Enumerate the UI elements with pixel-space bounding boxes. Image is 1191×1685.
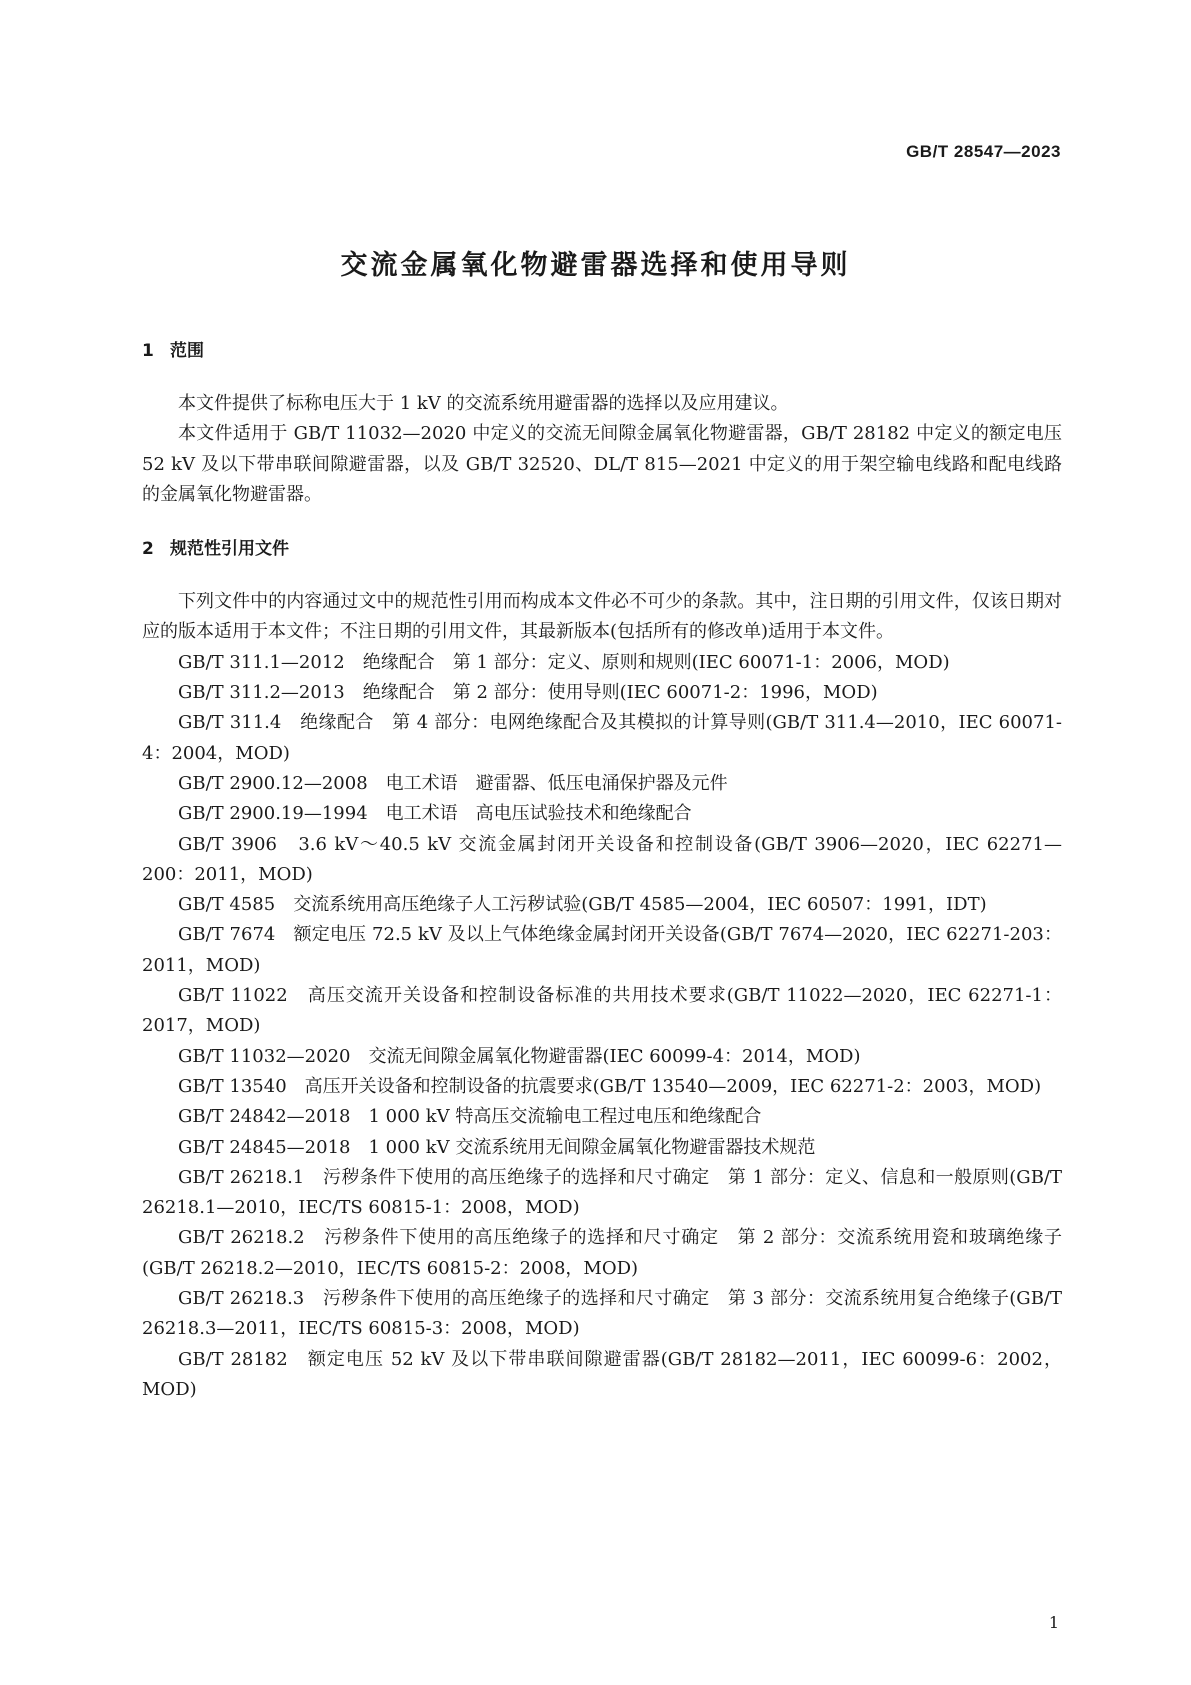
page-number: 1	[1048, 1613, 1059, 1632]
section-heading-normative-references	[142, 534, 1062, 564]
reference-item: GB/T 311.1—2012 绝缘配合 第 1 部分：定义、原则和规则(IEC 60071-1：2006，MOD)	[178, 651, 950, 673]
section-number: 2	[142, 539, 154, 560]
reference-item: GB/T 2900.19—1994 电工术语 高电压试验技术和绝缘配合	[178, 803, 692, 825]
reference-item: GB/T 4585 交流系统用高压绝缘子人工污秽试验(GB/T 4585—2004，IEC 60507：1991，IDT)	[178, 894, 987, 916]
paragraph: 下列文件中的内容通过文中的规范性引用而构成本文件必不可少的条款。其中，注日期的引用文件，仅该日期对应的版本适用于本文件；不注日期的引用文件，其最新版本(包括所有的修改单)适用于本文件。	[142, 591, 1062, 643]
reference-item: GB/T 2900.12—2008 电工术语 避雷器、低压电涌保护器及元件	[178, 772, 728, 794]
reference-item: GB/T 24842—2018 1 000 kV 特高压交流输电工程过电压和绝缘配合	[178, 1106, 762, 1128]
section-number: 1	[142, 341, 154, 361]
document-body	[142, 336, 1062, 1405]
standard-code: GB/T 28547—2023	[906, 142, 1061, 161]
section-heading-scope	[142, 336, 1062, 366]
document-title: 交流金属氧化物避雷器选择和使用导则	[340, 250, 851, 281]
reference-item: GB/T 28182 额定电压 52 kV 及以下带串联间隙避雷器(GB/T 28182—2011，IEC 60099-6：2002，MOD)	[142, 1348, 1062, 1400]
reference-item: GB/T 311.2—2013 绝缘配合 第 2 部分：使用导则(IEC 60071-2：1996，MOD)	[178, 682, 878, 704]
reference-item: GB/T 3906 3.6 kV～40.5 kV 交流金属封闭开关设备和控制设备(GB/T 3906—2020，IEC 62271—200：2011，MOD)	[142, 833, 1062, 885]
reference-item: GB/T 311.4 绝缘配合 第 4 部分：电网绝缘配合及其模拟的计算导则(GB/T 311.4—2010，IEC 60071-4：2004，MOD)	[142, 712, 1062, 764]
reference-item: GB/T 11032—2020 交流无间隙金属氧化物避雷器(IEC 60099-4：2014，MOD)	[178, 1045, 861, 1067]
reference-item: GB/T 24845—2018 1 000 kV 交流系统用无间隙金属氧化物避雷器技术规范	[178, 1136, 816, 1158]
paragraph: 本文件提供了标称电压大于 1 kV 的交流系统用避雷器的选择以及应用建议。	[178, 393, 789, 414]
reference-item: GB/T 26218.2 污秽条件下使用的高压绝缘子的选择和尺寸确定 第 2 部分：交流系统用瓷和玻璃绝缘子(GB/T 26218.2—2010，IEC/TS 60815-2：2008，MOD)	[142, 1227, 1062, 1279]
reference-item: GB/T 26218.1 污秽条件下使用的高压绝缘子的选择和尺寸确定 第 1 部分：定义、信息和一般原则(GB/T 26218.1—2010，IEC/TS 60815-1：2008，MOD)	[142, 1166, 1062, 1219]
reference-item: GB/T 26218.3 污秽条件下使用的高压绝缘子的选择和尺寸确定 第 3 部分：交流系统用复合绝缘子(GB/T 26218.3—2011，IEC/TS 60815-3：2008，MOD)	[142, 1288, 1062, 1340]
reference-item: GB/T 11022 高压交流开关设备和控制设备标准的共用技术要求(GB/T 11022—2020，IEC 62271-1：2017，MOD)	[142, 985, 1062, 1037]
section-title: 规范性引用文件	[170, 539, 289, 560]
section-title: 范围	[170, 341, 204, 361]
reference-item: GB/T 7674 额定电压 72.5 kV 及以上气体绝缘金属封闭开关设备(GB/T 7674—2020，IEC 62271-203：2011，MOD)	[142, 924, 1062, 976]
paragraph: 本文件适用于 GB/T 11032—2020 中定义的交流无间隙金属氧化物避雷器，GB/T 28182 中定义的额定电压 52 kV 及以下带串联间隙避雷器，以及 GB/T 32520、DL/T 815—2021 中定义的用于架空输电线路和配电线路的金属氧化物避雷器。	[142, 423, 1062, 505]
reference-list	[142, 648, 1062, 1405]
reference-item: GB/T 13540 高压开关设备和控制设备的抗震要求(GB/T 13540—2009，IEC 62271-2：2003，MOD)	[178, 1075, 1042, 1097]
